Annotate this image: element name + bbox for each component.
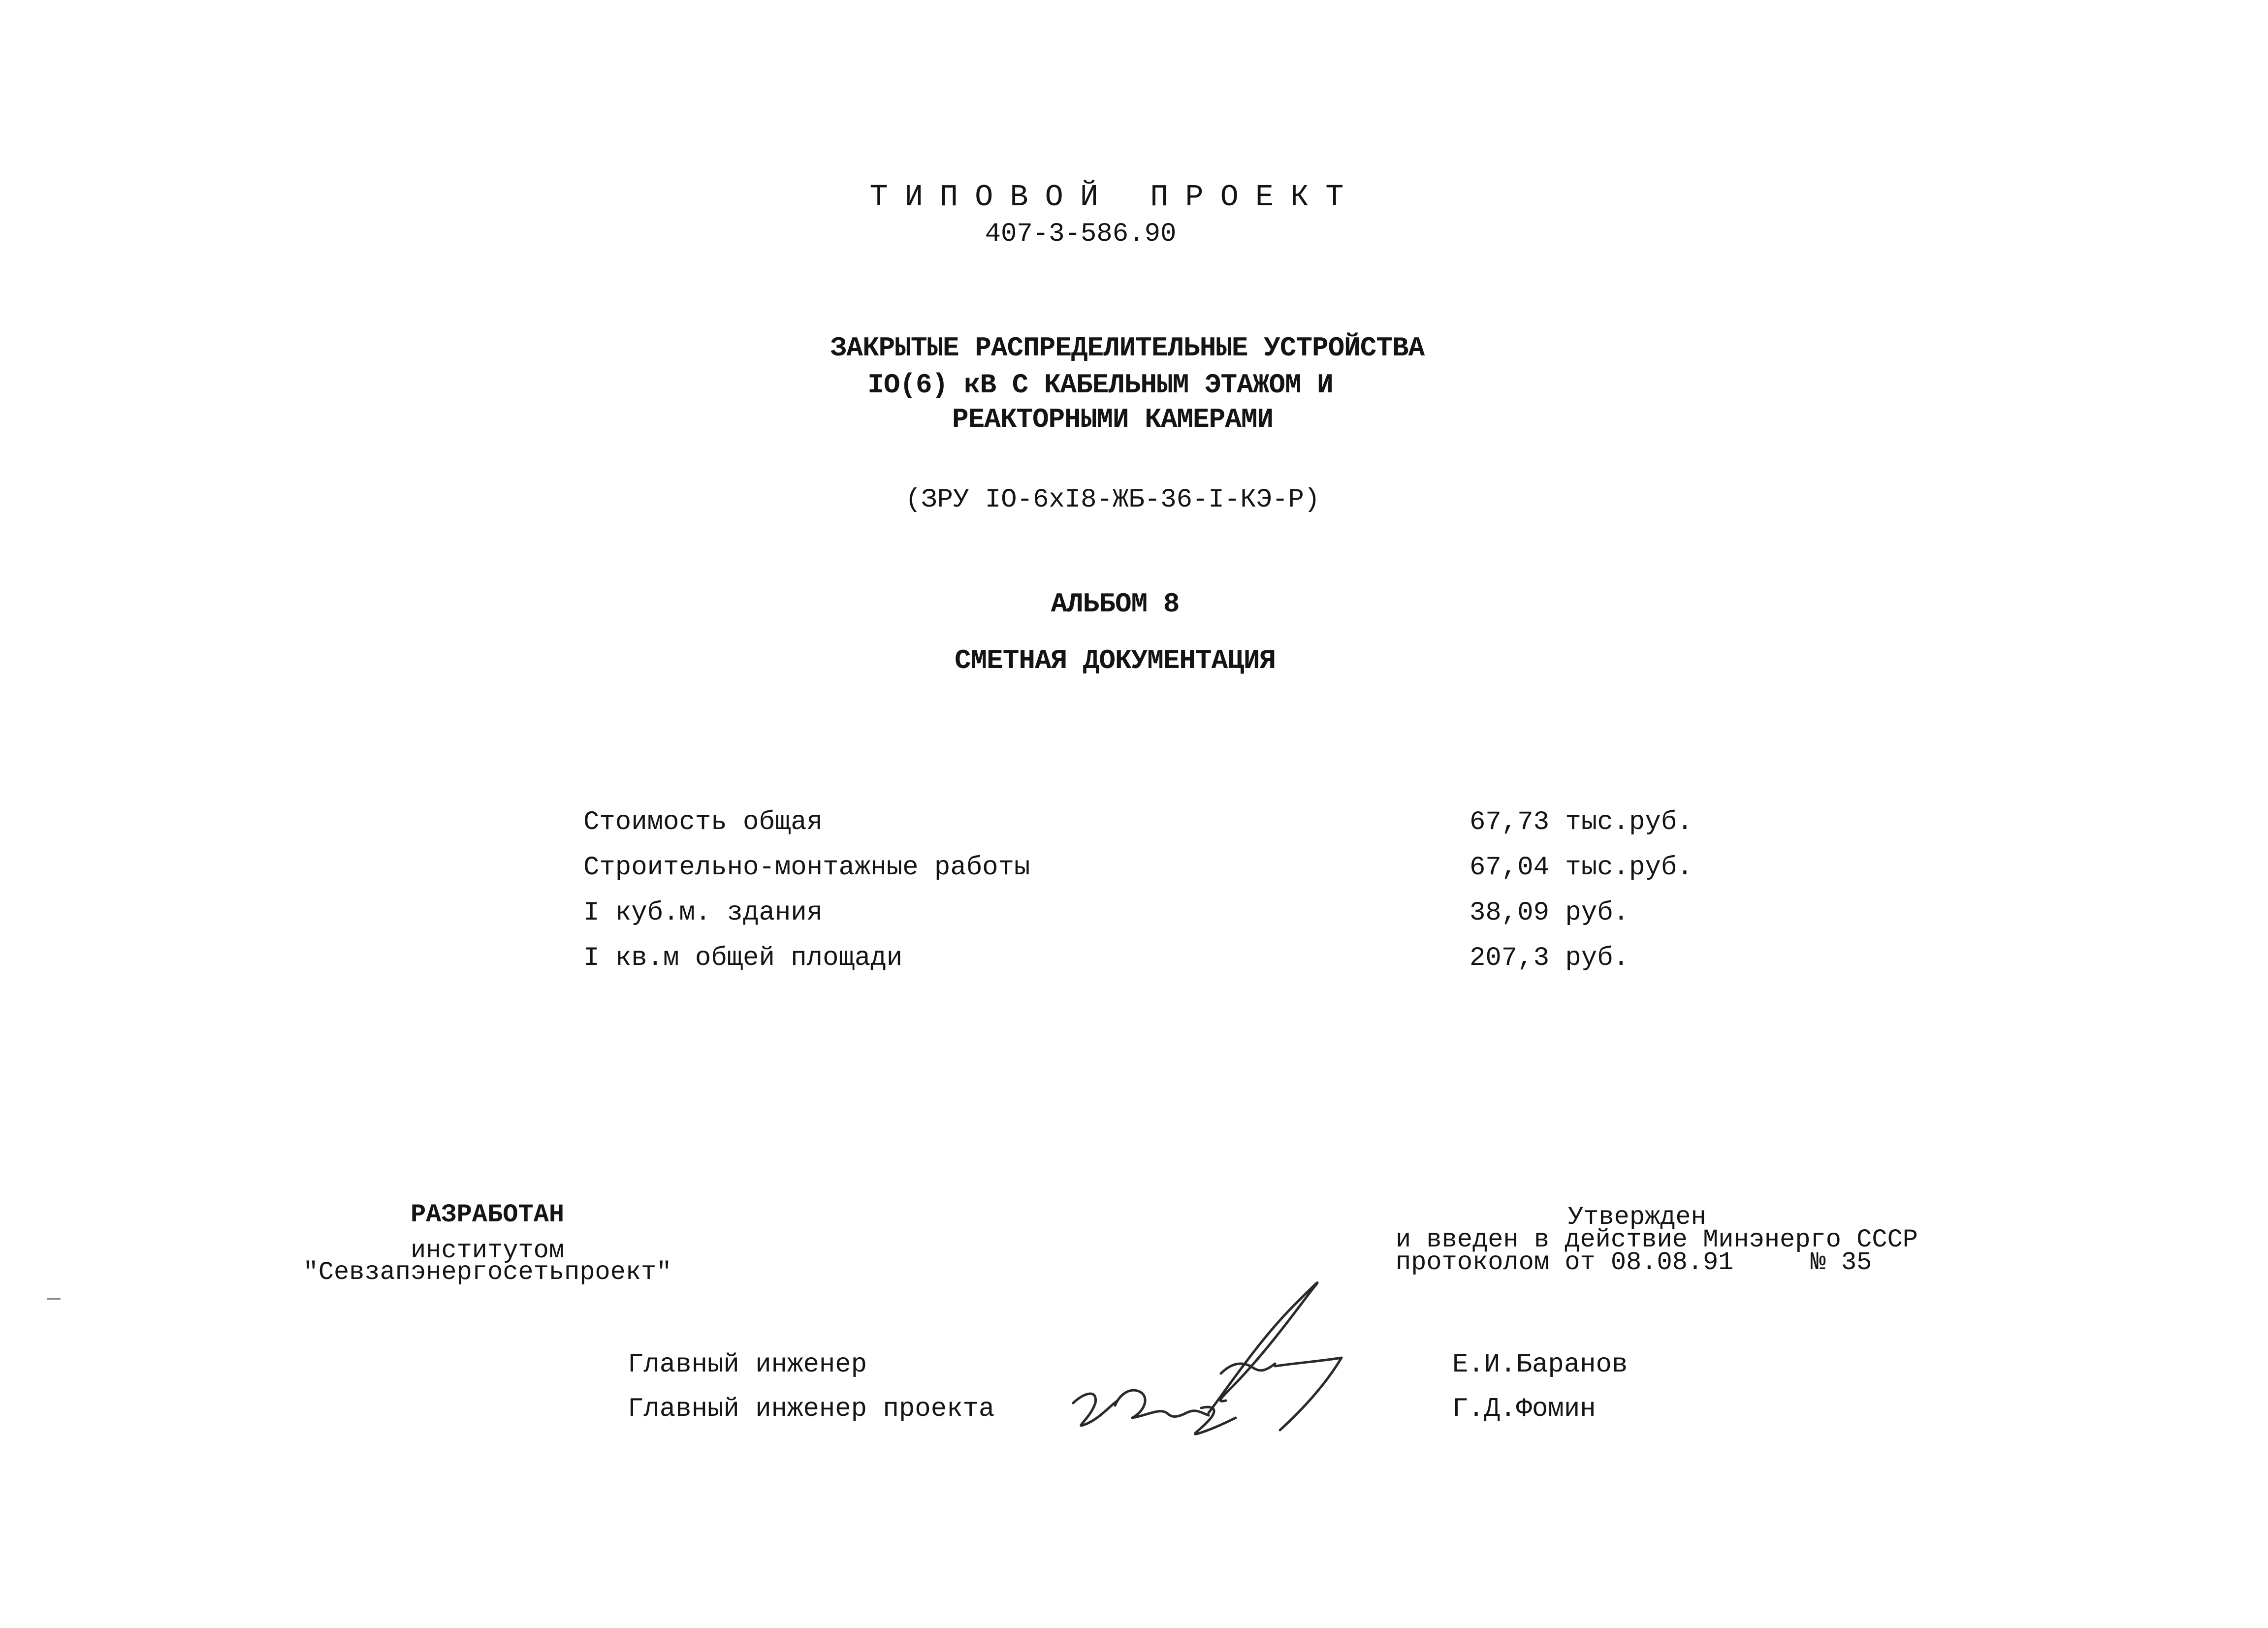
cost-label: Строительно-монтажные работы <box>583 853 1030 883</box>
developed-by: институтом <box>410 1236 565 1265</box>
cost-label: I куб.м. здания <box>583 898 823 928</box>
signature-stroke <box>1073 1394 1118 1426</box>
signature-stroke <box>1209 1283 1317 1413</box>
cost-value: 38,09 руб. <box>1469 898 1629 928</box>
cost-label: I кв.м общей площади <box>583 943 903 973</box>
official-role: Главный инженер <box>628 1350 867 1380</box>
developed-label: РАЗРАБОТАН <box>410 1200 565 1229</box>
approved-line-2: и введен в действие Минэнерго СССР <box>1396 1225 1918 1254</box>
approved-line-1: Утвержден <box>1568 1203 1706 1232</box>
title-line-2: IO(6) кВ С КАБЕЛЬНЫМ ЭТАЖОМ И <box>867 369 1333 401</box>
cost-value: 67,04 тыс.руб. <box>1469 853 1693 883</box>
cost-label: Стоимость общая <box>583 807 823 837</box>
project-code: (ЗРУ IO-6xI8-ЖБ-36-I-КЭ-Р) <box>905 485 1320 515</box>
signature-stroke <box>1275 1358 1342 1430</box>
project-type-heading: ТИПОВОЙ ПРОЕКТ <box>869 180 1361 215</box>
album-subtitle: СМЕТНАЯ ДОКУМЕНТАЦИЯ <box>954 645 1276 676</box>
album-number: АЛЬБОМ 8 <box>1051 588 1180 620</box>
official-name: Г.Д.Фомин <box>1452 1394 1596 1424</box>
title-line-1: ЗАКРЫТЫЕ РАСПРЕДЕЛИТЕЛЬНЫЕ УСТРОЙСТВА <box>830 332 1425 364</box>
developed-institute: "Севзапэнергосетьпроект" <box>303 1258 672 1287</box>
project-number: 407-3-586.90 <box>985 219 1177 249</box>
approved-line-3: протоколом от 08.08.91 № 35 <box>1396 1248 1872 1277</box>
scan-mark <box>47 1298 61 1300</box>
cost-value: 207,3 руб. <box>1469 943 1629 973</box>
cost-value: 67,73 тыс.руб. <box>1469 807 1693 837</box>
official-role: Главный инженер проекта <box>628 1394 995 1424</box>
signature-stroke <box>1115 1390 1209 1418</box>
official-name: Е.И.Баранов <box>1452 1350 1628 1380</box>
title-line-3: РЕАКТОРНЫМИ КАМЕРАМИ <box>952 404 1274 435</box>
